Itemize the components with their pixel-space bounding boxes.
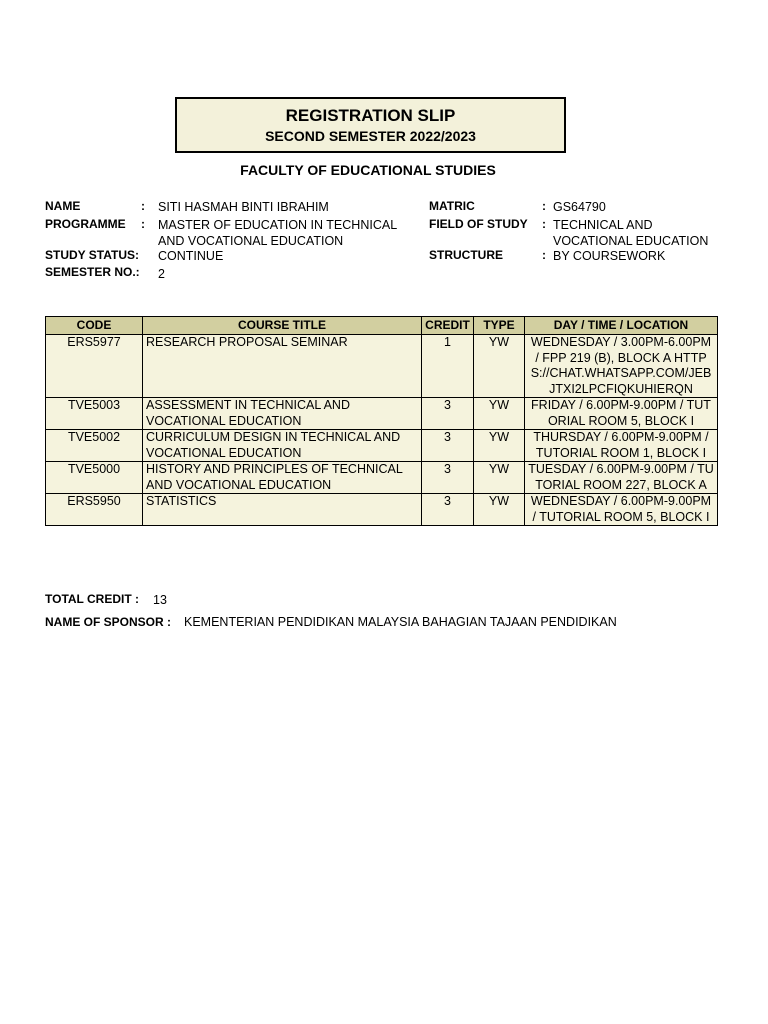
course-schedule: TUESDAY / 6.00PM-9.00PM / TUTORIAL ROOM 227, BLOCK A xyxy=(525,462,718,494)
structure-colon: : xyxy=(542,248,546,262)
course-code: TVE5000 xyxy=(46,462,143,494)
course-credit: 3 xyxy=(422,462,474,494)
programme-label: PROGRAMME xyxy=(45,217,126,231)
header-day-time-location: DAY / TIME / LOCATION xyxy=(525,317,718,335)
course-credit: 3 xyxy=(422,398,474,430)
course-credit: 3 xyxy=(422,430,474,462)
course-code: ERS5977 xyxy=(46,335,143,398)
total-credit-value: 13 xyxy=(153,593,167,607)
table-row xyxy=(46,462,718,494)
header-credit: CREDIT xyxy=(422,317,474,335)
sponsor-label: NAME OF SPONSOR : xyxy=(45,615,172,629)
semester-no-value: 2 xyxy=(158,267,165,281)
header-course-title: COURSE TITLE xyxy=(143,317,422,335)
matric-label: MATRIC xyxy=(429,199,475,213)
course-schedule: WEDNESDAY / 3.00PM-6.00PM / FPP 219 (B), BLOCK A HTTPS://CHAT.WHATSAPP.COM/JEBJTXI2LPCFIQKUHIERQN xyxy=(525,335,718,398)
structure-label: STRUCTURE xyxy=(429,248,503,262)
structure-value: BY COURSEWORK xyxy=(553,249,666,263)
course-credit: 3 xyxy=(422,494,474,526)
course-code: ERS5950 xyxy=(46,494,143,526)
course-schedule: THURSDAY / 6.00PM-9.00PM / TUTORIAL ROOM 1, BLOCK I xyxy=(525,430,718,462)
field-of-study-label: FIELD OF STUDY xyxy=(429,217,528,231)
matric-colon: : xyxy=(542,199,546,213)
header-code: CODE xyxy=(46,317,143,335)
course-type: YW xyxy=(474,430,525,462)
course-title: CURRICULUM DESIGN IN TECHNICAL AND VOCATIONAL EDUCATION xyxy=(143,430,422,462)
faculty-heading: FACULTY OF EDUCATIONAL STUDIES xyxy=(240,162,496,178)
course-code: TVE5002 xyxy=(46,430,143,462)
course-type: YW xyxy=(474,335,525,398)
semester-title: SECOND SEMESTER 2022/2023 xyxy=(265,128,476,144)
table-row xyxy=(46,494,718,526)
course-title: STATISTICS xyxy=(143,494,422,526)
name-value: SITI HASMAH BINTI IBRAHIM xyxy=(158,200,329,214)
field-of-study-line1: TECHNICAL AND xyxy=(553,218,653,232)
slip-title: REGISTRATION SLIP xyxy=(285,106,456,125)
programme-value-line2: AND VOCATIONAL EDUCATION xyxy=(158,234,344,248)
total-credit-label: TOTAL CREDIT : xyxy=(45,592,139,606)
matric-value: GS64790 xyxy=(553,200,606,214)
table-row xyxy=(46,335,718,398)
table-header-row xyxy=(46,317,718,335)
course-title: HISTORY AND PRINCIPLES OF TECHNICAL AND VOCATIONAL EDUCATION xyxy=(143,462,422,494)
table-row xyxy=(46,430,718,462)
study-status-label: STUDY STATUS: xyxy=(45,248,140,262)
course-credit: 1 xyxy=(422,335,474,398)
field-of-study-line2: VOCATIONAL EDUCATION xyxy=(553,234,709,248)
field-of-study-colon: : xyxy=(542,217,546,231)
course-type: YW xyxy=(474,398,525,430)
course-title: ASSESSMENT IN TECHNICAL AND VOCATIONAL EDUCATION xyxy=(143,398,422,430)
course-type: YW xyxy=(474,462,525,494)
course-type: YW xyxy=(474,494,525,526)
courses-table xyxy=(45,316,718,526)
course-schedule: WEDNESDAY / 6.00PM-9.00PM / TUTORIAL ROOM 5, BLOCK I xyxy=(525,494,718,526)
programme-colon: : xyxy=(141,217,145,231)
name-colon: : xyxy=(141,199,145,213)
table-row xyxy=(46,398,718,430)
programme-value-line1: MASTER OF EDUCATION IN TECHNICAL xyxy=(158,218,398,232)
course-schedule: FRIDAY / 6.00PM-9.00PM / TUTORIAL ROOM 5, BLOCK I xyxy=(525,398,718,430)
course-code: TVE5003 xyxy=(46,398,143,430)
name-label: NAME xyxy=(45,199,81,213)
study-status-value: CONTINUE xyxy=(158,249,224,263)
course-title: RESEARCH PROPOSAL SEMINAR xyxy=(143,335,422,398)
title-box xyxy=(175,97,566,153)
header-type: TYPE xyxy=(474,317,525,335)
sponsor-value: KEMENTERIAN PENDIDIKAN MALAYSIA BAHAGIAN TAJAAN PENDIDIKAN xyxy=(184,615,617,629)
semester-no-label: SEMESTER NO.: xyxy=(45,265,140,279)
